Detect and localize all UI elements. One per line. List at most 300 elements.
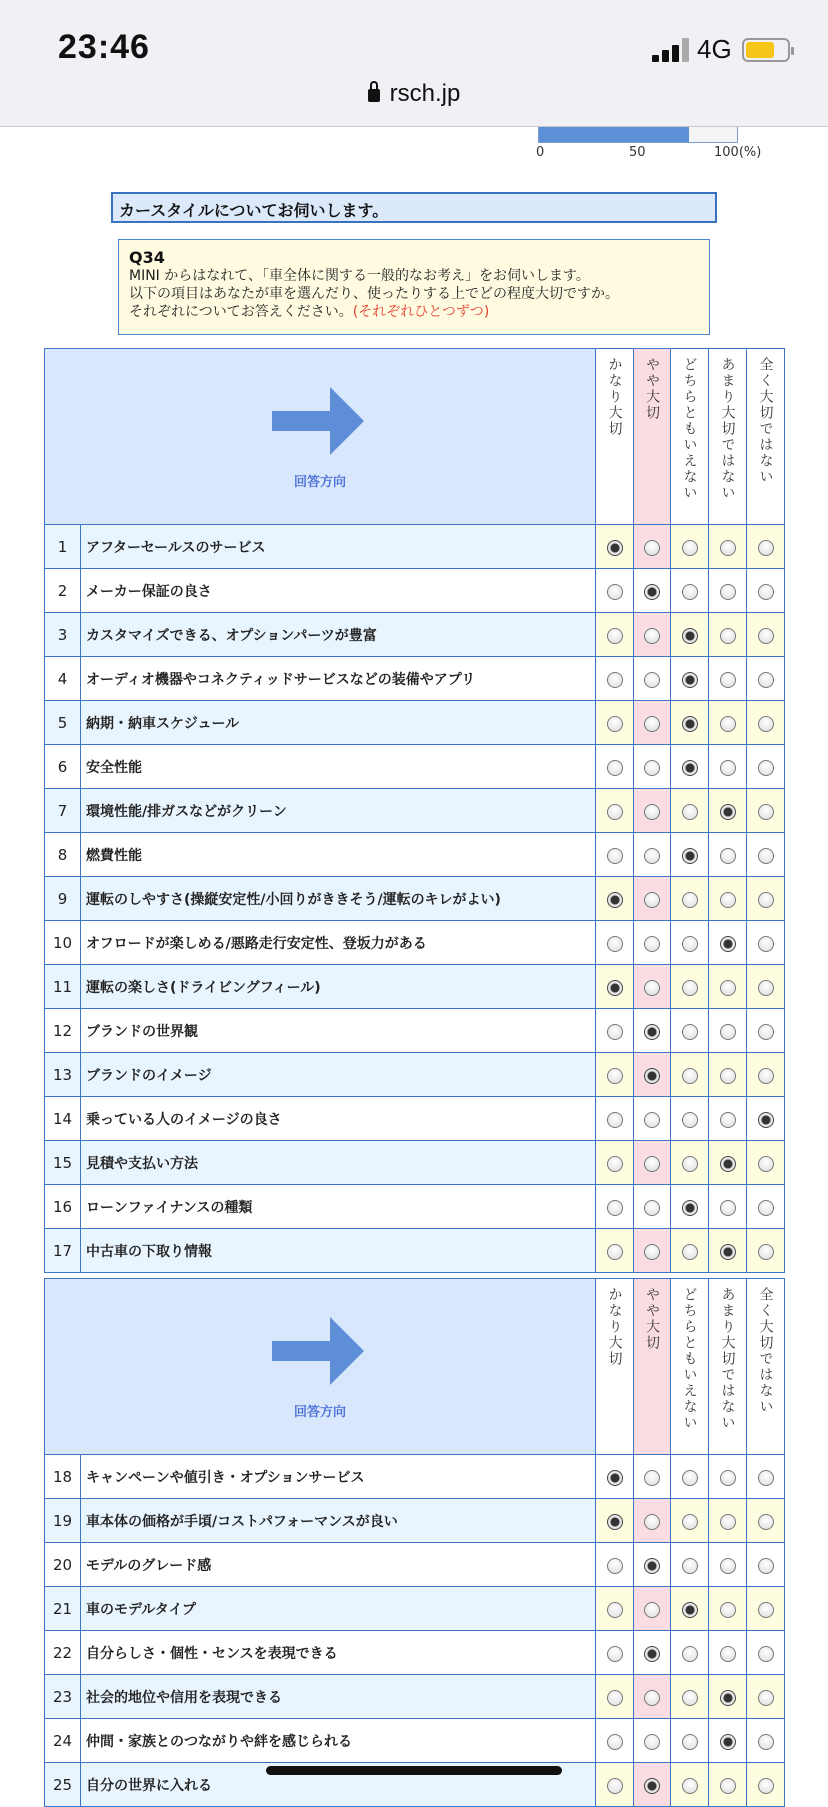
radio-button[interactable] bbox=[644, 1024, 660, 1040]
radio-cell[interactable] bbox=[709, 1675, 747, 1719]
radio-button[interactable] bbox=[682, 1112, 698, 1128]
radio-button[interactable] bbox=[758, 1514, 774, 1530]
radio-button[interactable] bbox=[607, 1734, 623, 1750]
radio-cell[interactable] bbox=[709, 1455, 747, 1499]
radio-button[interactable] bbox=[607, 584, 623, 600]
radio-cell[interactable] bbox=[671, 1229, 709, 1273]
right-arrow-icon bbox=[272, 381, 368, 465]
scale-header-4: あまり大切ではない bbox=[709, 1279, 747, 1455]
radio-cell[interactable] bbox=[596, 1631, 634, 1675]
radio-cell[interactable] bbox=[671, 1763, 709, 1807]
radio-cell[interactable] bbox=[747, 789, 785, 833]
radio-button[interactable] bbox=[644, 672, 660, 688]
radio-button[interactable] bbox=[720, 672, 736, 688]
radio-cell[interactable] bbox=[634, 1455, 671, 1499]
radio-cell[interactable] bbox=[747, 1587, 785, 1631]
radio-button[interactable] bbox=[644, 936, 660, 952]
radio-cell[interactable] bbox=[747, 1543, 785, 1587]
radio-button[interactable] bbox=[758, 1778, 774, 1794]
radio-button[interactable] bbox=[682, 1690, 698, 1706]
radio-button[interactable] bbox=[720, 716, 736, 732]
row-label: オーディオ機器やコネクティッドサービスなどの装備やアプリ bbox=[81, 657, 596, 701]
radio-button[interactable] bbox=[644, 1112, 660, 1128]
radio-button[interactable] bbox=[758, 1470, 774, 1486]
radio-button[interactable] bbox=[682, 1156, 698, 1172]
radio-button[interactable] bbox=[607, 1200, 623, 1216]
radio-button[interactable] bbox=[682, 716, 698, 732]
radio-button[interactable] bbox=[682, 1778, 698, 1794]
radio-cell[interactable] bbox=[709, 657, 747, 701]
radio-button[interactable] bbox=[644, 584, 660, 600]
radio-cell[interactable] bbox=[709, 1631, 747, 1675]
radio-cell[interactable] bbox=[596, 613, 634, 657]
radio-button[interactable] bbox=[720, 760, 736, 776]
radio-cell[interactable] bbox=[596, 1675, 634, 1719]
row-label: ブランドの世界観 bbox=[81, 1009, 596, 1053]
radio-button[interactable] bbox=[607, 1514, 623, 1530]
radio-button[interactable] bbox=[720, 1244, 736, 1260]
radio-button[interactable] bbox=[720, 1646, 736, 1662]
radio-cell[interactable] bbox=[634, 1097, 671, 1141]
radio-cell[interactable] bbox=[671, 657, 709, 701]
question-row-6 bbox=[45, 745, 785, 789]
radio-button[interactable] bbox=[607, 628, 623, 644]
network-type: 4G bbox=[697, 34, 732, 64]
radio-button[interactable] bbox=[644, 1734, 660, 1750]
radio-button[interactable] bbox=[682, 1558, 698, 1574]
radio-cell[interactable] bbox=[747, 701, 785, 745]
radio-cell[interactable] bbox=[747, 745, 785, 789]
radio-cell[interactable] bbox=[709, 745, 747, 789]
radio-cell[interactable] bbox=[747, 1675, 785, 1719]
radio-cell[interactable] bbox=[709, 525, 747, 569]
radio-cell[interactable] bbox=[709, 613, 747, 657]
radio-cell[interactable] bbox=[634, 1499, 671, 1543]
radio-cell[interactable] bbox=[634, 1185, 671, 1229]
radio-cell[interactable] bbox=[709, 1499, 747, 1543]
radio-button[interactable] bbox=[682, 672, 698, 688]
radio-button[interactable] bbox=[607, 1602, 623, 1618]
radio-button[interactable] bbox=[644, 848, 660, 864]
radio-button[interactable] bbox=[607, 540, 623, 556]
radio-button[interactable] bbox=[644, 892, 660, 908]
radio-button[interactable] bbox=[607, 1068, 623, 1084]
scale-header-2: やや大切 bbox=[634, 349, 671, 525]
radio-button[interactable] bbox=[758, 1646, 774, 1662]
radio-cell[interactable] bbox=[747, 1763, 785, 1807]
radio-button[interactable] bbox=[682, 760, 698, 776]
radio-cell[interactable] bbox=[596, 1097, 634, 1141]
radio-button[interactable] bbox=[682, 1200, 698, 1216]
radio-button[interactable] bbox=[644, 1646, 660, 1662]
radio-cell[interactable] bbox=[596, 1009, 634, 1053]
radio-cell[interactable] bbox=[671, 1097, 709, 1141]
row-label: モデルのグレード感 bbox=[81, 1543, 596, 1587]
row-number: 22 bbox=[45, 1631, 81, 1675]
radio-button[interactable] bbox=[682, 540, 698, 556]
radio-button[interactable] bbox=[682, 848, 698, 864]
row-number: 9 bbox=[45, 877, 81, 921]
radio-cell[interactable] bbox=[596, 921, 634, 965]
radio-cell[interactable] bbox=[671, 1141, 709, 1185]
row-label: 乗っている人のイメージの良さ bbox=[81, 1097, 596, 1141]
radio-cell[interactable] bbox=[747, 1499, 785, 1543]
radio-cell[interactable] bbox=[709, 1009, 747, 1053]
radio-button[interactable] bbox=[758, 1068, 774, 1084]
radio-cell[interactable] bbox=[671, 1631, 709, 1675]
radio-button[interactable] bbox=[720, 1734, 736, 1750]
radio-button[interactable] bbox=[720, 584, 736, 600]
radio-button[interactable] bbox=[758, 672, 774, 688]
radio-button[interactable] bbox=[682, 980, 698, 996]
radio-cell[interactable] bbox=[634, 701, 671, 745]
answer-direction-header bbox=[45, 349, 596, 525]
radio-cell[interactable] bbox=[671, 1499, 709, 1543]
radio-button[interactable] bbox=[758, 892, 774, 908]
radio-cell[interactable] bbox=[709, 1719, 747, 1763]
radio-cell[interactable] bbox=[634, 1587, 671, 1631]
row-number: 13 bbox=[45, 1053, 81, 1097]
radio-button[interactable] bbox=[644, 760, 660, 776]
row-number: 12 bbox=[45, 1009, 81, 1053]
radio-button[interactable] bbox=[644, 540, 660, 556]
radio-button[interactable] bbox=[758, 760, 774, 776]
radio-cell[interactable] bbox=[671, 613, 709, 657]
row-number: 17 bbox=[45, 1229, 81, 1273]
radio-cell[interactable] bbox=[596, 525, 634, 569]
radio-cell[interactable] bbox=[709, 1053, 747, 1097]
scale-header-1: かなり大切 bbox=[596, 1279, 634, 1455]
radio-cell[interactable] bbox=[747, 1141, 785, 1185]
radio-cell[interactable] bbox=[747, 1229, 785, 1273]
radio-cell[interactable] bbox=[747, 1097, 785, 1141]
radio-cell[interactable] bbox=[709, 833, 747, 877]
survey-progress-bar bbox=[538, 127, 738, 143]
radio-button[interactable] bbox=[644, 980, 660, 996]
radio-button[interactable] bbox=[607, 672, 623, 688]
radio-cell[interactable] bbox=[596, 789, 634, 833]
radio-cell[interactable] bbox=[596, 965, 634, 1009]
radio-button[interactable] bbox=[720, 892, 736, 908]
radio-cell[interactable] bbox=[747, 965, 785, 1009]
radio-cell[interactable] bbox=[671, 921, 709, 965]
radio-cell[interactable] bbox=[634, 1053, 671, 1097]
radio-cell[interactable] bbox=[671, 745, 709, 789]
radio-button[interactable] bbox=[720, 1200, 736, 1216]
radio-button[interactable] bbox=[720, 1112, 736, 1128]
question-row-5 bbox=[45, 701, 785, 745]
radio-button[interactable] bbox=[607, 848, 623, 864]
radio-button[interactable] bbox=[607, 1778, 623, 1794]
radio-cell[interactable] bbox=[709, 701, 747, 745]
radio-cell[interactable] bbox=[747, 1185, 785, 1229]
answer-direction-label: 回答方向 bbox=[293, 1405, 346, 1420]
radio-cell[interactable] bbox=[747, 1053, 785, 1097]
radio-cell[interactable] bbox=[634, 1675, 671, 1719]
radio-button[interactable] bbox=[644, 1778, 660, 1794]
scale-header-3: どちらともいえない bbox=[671, 349, 709, 525]
row-label: 中古車の下取り情報 bbox=[81, 1229, 596, 1273]
radio-button[interactable] bbox=[644, 1514, 660, 1530]
radio-cell[interactable] bbox=[596, 1499, 634, 1543]
radio-button[interactable] bbox=[644, 1690, 660, 1706]
radio-cell[interactable] bbox=[747, 1009, 785, 1053]
radio-button[interactable] bbox=[682, 628, 698, 644]
radio-cell[interactable] bbox=[671, 1009, 709, 1053]
radio-cell[interactable] bbox=[747, 1719, 785, 1763]
radio-cell[interactable] bbox=[596, 1185, 634, 1229]
radio-button[interactable] bbox=[682, 1646, 698, 1662]
radio-cell[interactable] bbox=[634, 877, 671, 921]
row-number: 16 bbox=[45, 1185, 81, 1229]
radio-cell[interactable] bbox=[709, 1587, 747, 1631]
row-number: 10 bbox=[45, 921, 81, 965]
radio-cell[interactable] bbox=[634, 1141, 671, 1185]
radio-cell[interactable] bbox=[634, 1631, 671, 1675]
radio-cell[interactable] bbox=[747, 525, 785, 569]
radio-button[interactable] bbox=[720, 1024, 736, 1040]
radio-button[interactable] bbox=[682, 1244, 698, 1260]
radio-button[interactable] bbox=[644, 1200, 660, 1216]
radio-cell[interactable] bbox=[747, 657, 785, 701]
radio-cell[interactable] bbox=[709, 877, 747, 921]
radio-button[interactable] bbox=[607, 1646, 623, 1662]
radio-button[interactable] bbox=[607, 804, 623, 820]
radio-cell[interactable] bbox=[671, 833, 709, 877]
radio-cell[interactable] bbox=[634, 525, 671, 569]
question-box bbox=[118, 239, 710, 335]
radio-button[interactable] bbox=[720, 1514, 736, 1530]
radio-cell[interactable] bbox=[671, 1675, 709, 1719]
radio-cell[interactable] bbox=[747, 877, 785, 921]
radio-button[interactable] bbox=[644, 1558, 660, 1574]
radio-cell[interactable] bbox=[671, 701, 709, 745]
radio-button[interactable] bbox=[758, 1244, 774, 1260]
radio-cell[interactable] bbox=[634, 657, 671, 701]
radio-cell[interactable] bbox=[671, 1543, 709, 1587]
radio-button[interactable] bbox=[607, 1024, 623, 1040]
radio-button[interactable] bbox=[720, 848, 736, 864]
row-label: 自分らしさ・個性・センスを表現できる bbox=[81, 1631, 596, 1675]
question-row-11 bbox=[45, 965, 785, 1009]
radio-button[interactable] bbox=[682, 1024, 698, 1040]
radio-cell[interactable] bbox=[596, 1543, 634, 1587]
radio-cell[interactable] bbox=[634, 1543, 671, 1587]
radio-button[interactable] bbox=[682, 1068, 698, 1084]
row-label: ローンファイナンスの種類 bbox=[81, 1185, 596, 1229]
radio-cell[interactable] bbox=[634, 833, 671, 877]
radio-button[interactable] bbox=[644, 1068, 660, 1084]
radio-cell[interactable] bbox=[634, 1763, 671, 1807]
radio-cell[interactable] bbox=[671, 1587, 709, 1631]
radio-button[interactable] bbox=[758, 584, 774, 600]
radio-cell[interactable] bbox=[596, 1763, 634, 1807]
radio-button[interactable] bbox=[720, 980, 736, 996]
radio-button[interactable] bbox=[720, 1602, 736, 1618]
radio-button[interactable] bbox=[607, 1156, 623, 1172]
row-number: 3 bbox=[45, 613, 81, 657]
radio-button[interactable] bbox=[758, 936, 774, 952]
radio-button[interactable] bbox=[720, 1470, 736, 1486]
radio-button[interactable] bbox=[607, 1470, 623, 1486]
row-number: 15 bbox=[45, 1141, 81, 1185]
radio-button[interactable] bbox=[682, 892, 698, 908]
radio-cell[interactable] bbox=[709, 1229, 747, 1273]
radio-button[interactable] bbox=[644, 716, 660, 732]
radio-button[interactable] bbox=[644, 1470, 660, 1486]
radio-button[interactable] bbox=[758, 848, 774, 864]
radio-button[interactable] bbox=[682, 584, 698, 600]
radio-button[interactable] bbox=[644, 1244, 660, 1260]
radio-cell[interactable] bbox=[596, 1053, 634, 1097]
radio-cell[interactable] bbox=[596, 1141, 634, 1185]
radio-cell[interactable] bbox=[596, 877, 634, 921]
radio-button[interactable] bbox=[644, 804, 660, 820]
row-label: 納期・納車スケジュール bbox=[81, 701, 596, 745]
radio-button[interactable] bbox=[720, 540, 736, 556]
row-number: 11 bbox=[45, 965, 81, 1009]
radio-cell[interactable] bbox=[747, 1455, 785, 1499]
question-row-23 bbox=[45, 1675, 785, 1719]
radio-button[interactable] bbox=[607, 760, 623, 776]
radio-button[interactable] bbox=[607, 716, 623, 732]
radio-cell[interactable] bbox=[634, 1009, 671, 1053]
radio-button[interactable] bbox=[720, 1558, 736, 1574]
radio-button[interactable] bbox=[758, 540, 774, 556]
radio-button[interactable] bbox=[758, 1024, 774, 1040]
radio-button[interactable] bbox=[758, 1156, 774, 1172]
radio-cell[interactable] bbox=[596, 657, 634, 701]
scale-header-5: 全く大切ではない bbox=[747, 349, 785, 525]
radio-cell[interactable] bbox=[634, 569, 671, 613]
row-label: 運転の楽しさ(ドライビングフィール) bbox=[81, 965, 596, 1009]
radio-cell[interactable] bbox=[709, 569, 747, 613]
radio-cell[interactable] bbox=[671, 789, 709, 833]
radio-cell[interactable] bbox=[596, 1229, 634, 1273]
radio-button[interactable] bbox=[607, 936, 623, 952]
radio-cell[interactable] bbox=[671, 1185, 709, 1229]
radio-cell[interactable] bbox=[671, 569, 709, 613]
row-label: 安全性能 bbox=[81, 745, 596, 789]
radio-button[interactable] bbox=[682, 1470, 698, 1486]
row-number: 14 bbox=[45, 1097, 81, 1141]
radio-cell[interactable] bbox=[596, 569, 634, 613]
row-number: 19 bbox=[45, 1499, 81, 1543]
radio-cell[interactable] bbox=[596, 833, 634, 877]
radio-button[interactable] bbox=[644, 628, 660, 644]
radio-cell[interactable] bbox=[747, 1631, 785, 1675]
radio-cell[interactable] bbox=[671, 525, 709, 569]
row-label: 燃費性能 bbox=[81, 833, 596, 877]
radio-cell[interactable] bbox=[596, 1587, 634, 1631]
radio-button[interactable] bbox=[758, 980, 774, 996]
radio-button[interactable] bbox=[758, 716, 774, 732]
radio-button[interactable] bbox=[607, 892, 623, 908]
radio-cell[interactable] bbox=[709, 1543, 747, 1587]
row-number: 1 bbox=[45, 525, 81, 569]
radio-cell[interactable] bbox=[671, 965, 709, 1009]
radio-cell[interactable] bbox=[709, 965, 747, 1009]
radio-cell[interactable] bbox=[709, 921, 747, 965]
radio-button[interactable] bbox=[682, 1514, 698, 1530]
radio-button[interactable] bbox=[758, 1200, 774, 1216]
radio-button[interactable] bbox=[607, 1112, 623, 1128]
radio-button[interactable] bbox=[758, 1690, 774, 1706]
radio-button[interactable] bbox=[720, 936, 736, 952]
radio-cell[interactable] bbox=[671, 1053, 709, 1097]
radio-button[interactable] bbox=[720, 1778, 736, 1794]
radio-cell[interactable] bbox=[596, 1719, 634, 1763]
row-number: 23 bbox=[45, 1675, 81, 1719]
row-label: 見積や支払い方法 bbox=[81, 1141, 596, 1185]
radio-button[interactable] bbox=[720, 628, 736, 644]
radio-button[interactable] bbox=[682, 1602, 698, 1618]
radio-cell[interactable] bbox=[634, 1229, 671, 1273]
radio-cell[interactable] bbox=[671, 1719, 709, 1763]
row-number: 24 bbox=[45, 1719, 81, 1763]
radio-button[interactable] bbox=[682, 804, 698, 820]
radio-cell[interactable] bbox=[709, 1097, 747, 1141]
radio-button[interactable] bbox=[758, 1558, 774, 1574]
row-number: 7 bbox=[45, 789, 81, 833]
radio-cell[interactable] bbox=[634, 921, 671, 965]
radio-cell[interactable] bbox=[596, 701, 634, 745]
radio-cell[interactable] bbox=[709, 1141, 747, 1185]
radio-cell[interactable] bbox=[634, 789, 671, 833]
radio-button[interactable] bbox=[720, 1690, 736, 1706]
radio-cell[interactable] bbox=[596, 1455, 634, 1499]
radio-button[interactable] bbox=[720, 804, 736, 820]
radio-button[interactable] bbox=[607, 980, 623, 996]
radio-cell[interactable] bbox=[709, 789, 747, 833]
row-label: 運転のしやすさ(操縦安定性/小回りがききそう/運転のキレがよい) bbox=[81, 877, 596, 921]
radio-button[interactable] bbox=[644, 1156, 660, 1172]
radio-button[interactable] bbox=[758, 804, 774, 820]
row-label: 車のモデルタイプ bbox=[81, 1587, 596, 1631]
radio-cell[interactable] bbox=[671, 877, 709, 921]
radio-button[interactable] bbox=[720, 1156, 736, 1172]
home-indicator[interactable] bbox=[266, 1766, 562, 1775]
radio-button[interactable] bbox=[607, 1690, 623, 1706]
radio-cell[interactable] bbox=[671, 1455, 709, 1499]
radio-button[interactable] bbox=[607, 1558, 623, 1574]
radio-button[interactable] bbox=[758, 628, 774, 644]
radio-button[interactable] bbox=[682, 936, 698, 952]
radio-button[interactable] bbox=[720, 1068, 736, 1084]
radio-button[interactable] bbox=[607, 1244, 623, 1260]
radio-cell[interactable] bbox=[634, 1719, 671, 1763]
radio-button[interactable] bbox=[758, 1112, 774, 1128]
radio-cell[interactable] bbox=[709, 1763, 747, 1807]
radio-button[interactable] bbox=[758, 1734, 774, 1750]
radio-cell[interactable] bbox=[634, 965, 671, 1009]
radio-cell[interactable] bbox=[747, 613, 785, 657]
radio-cell[interactable] bbox=[596, 745, 634, 789]
radio-button[interactable] bbox=[758, 1602, 774, 1618]
address-bar[interactable] bbox=[0, 80, 828, 108]
radio-cell[interactable] bbox=[634, 745, 671, 789]
row-number: 25 bbox=[45, 1763, 81, 1807]
radio-button[interactable] bbox=[644, 1602, 660, 1618]
answer-grid-2 bbox=[44, 1278, 785, 1807]
radio-cell[interactable] bbox=[709, 1185, 747, 1229]
radio-cell[interactable] bbox=[747, 833, 785, 877]
radio-cell[interactable] bbox=[747, 569, 785, 613]
radio-cell[interactable] bbox=[747, 921, 785, 965]
radio-cell[interactable] bbox=[634, 613, 671, 657]
status-bar bbox=[0, 0, 828, 127]
radio-button[interactable] bbox=[682, 1734, 698, 1750]
